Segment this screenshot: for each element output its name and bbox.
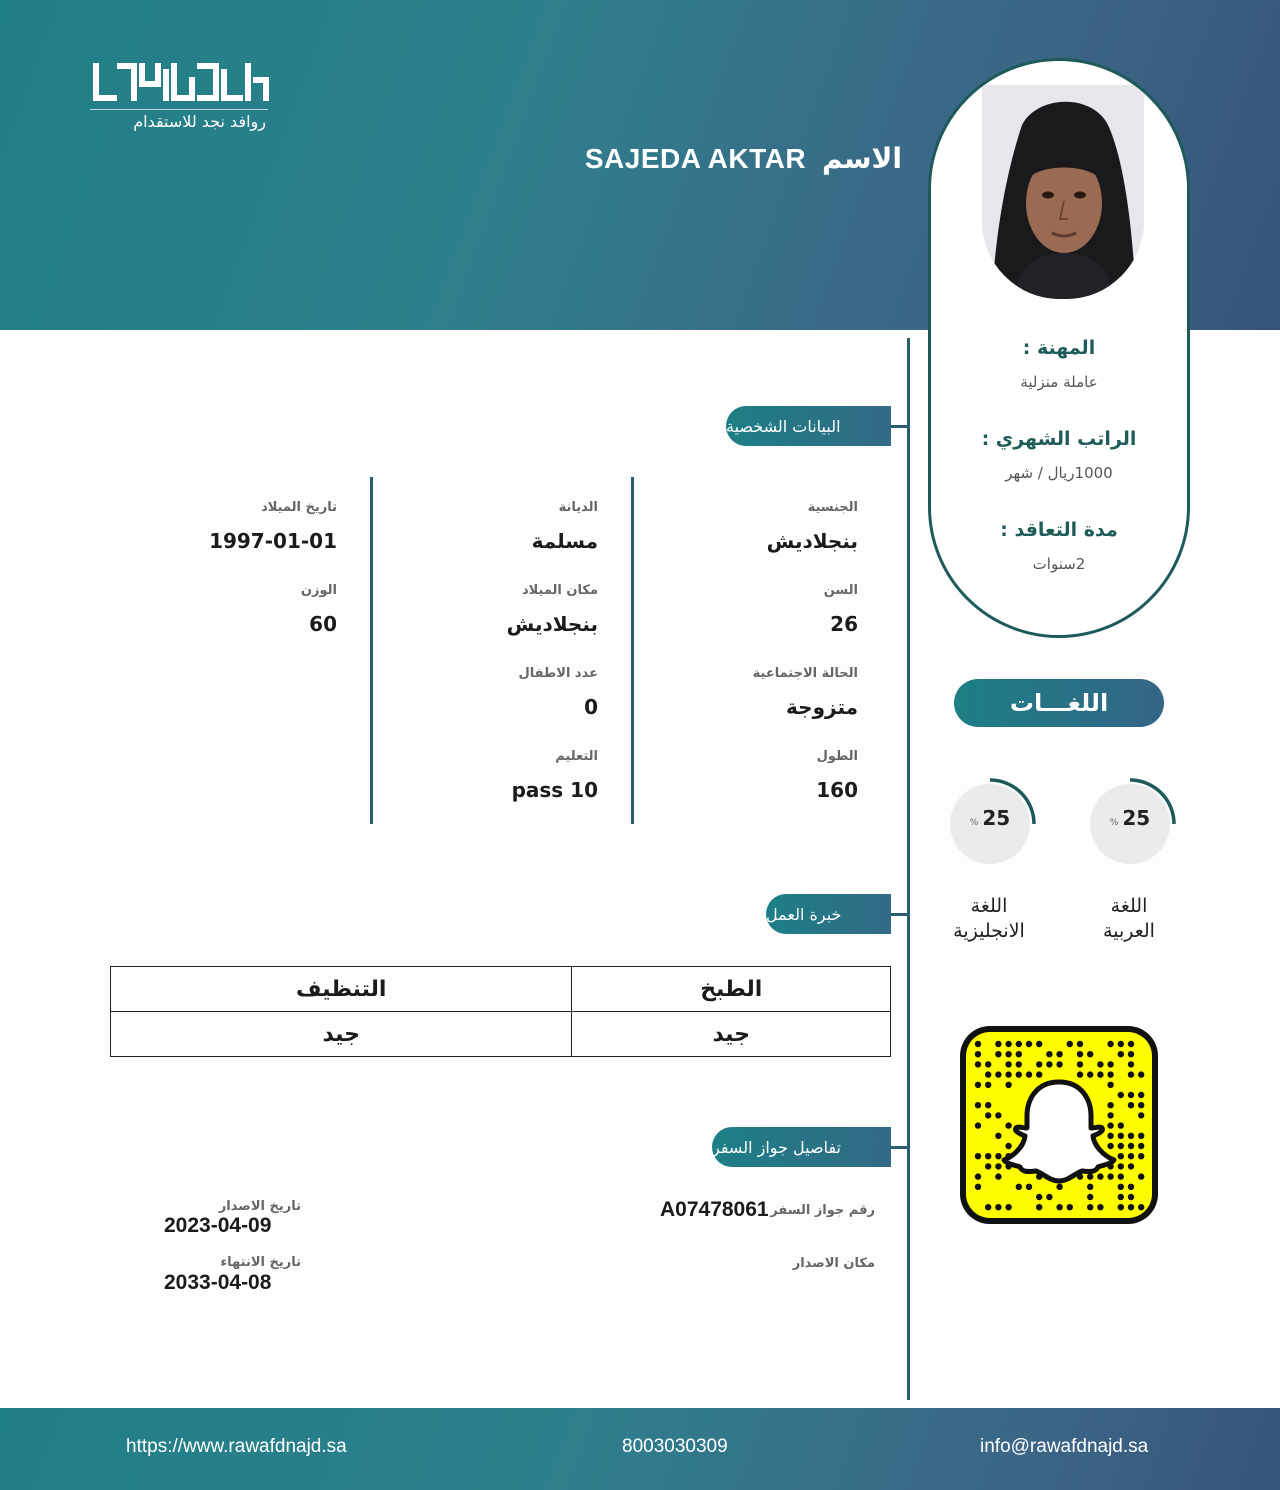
field-value: 160 — [816, 778, 858, 802]
snapcode-dot — [1056, 1051, 1062, 1057]
field-value: 0 — [584, 695, 598, 719]
snapcode-dot — [1087, 1071, 1093, 1077]
snapcode-dot — [1067, 1204, 1073, 1210]
snapcode-dot — [985, 1163, 991, 1169]
snapcode-dot — [1077, 1051, 1083, 1057]
field-children — [378, 666, 598, 719]
field-value: pass 10 — [511, 778, 598, 802]
snapcode-dot — [1016, 1051, 1022, 1057]
snapcode-dot — [975, 1122, 981, 1128]
gauge-value — [940, 806, 1040, 830]
language-line: العربية — [1103, 920, 1155, 942]
snapcode-dot — [1036, 1204, 1042, 1210]
worker-name: SAJEDA AKTAR — [584, 142, 807, 174]
field-value: بنجلاديش — [506, 612, 598, 636]
field-label: الجنسية — [807, 500, 858, 515]
timeline-tick — [891, 425, 909, 428]
languages-title: اللغـــات — [954, 679, 1164, 727]
gauge-number: 25 — [982, 806, 1011, 830]
contract-value: 2سنوات — [1032, 555, 1086, 573]
snapcode-dot — [1026, 1184, 1032, 1190]
snapcode-dot — [995, 1173, 1001, 1179]
profession-value: عاملة منزلية — [1020, 373, 1098, 391]
snapcode-dot — [1097, 1061, 1103, 1067]
snapcode-dot — [1128, 1041, 1134, 1047]
snapcode-dot — [1138, 1112, 1144, 1118]
salary-label: الراتب الشهري : — [981, 428, 1137, 450]
email-link[interactable]: info@rawafdnajd.sa — [980, 1436, 1149, 1457]
snapcode-dot — [985, 1082, 991, 1088]
snapcode-dot — [975, 1153, 981, 1159]
section-passport: تفاصيل جواز السفر — [712, 1127, 891, 1167]
snapcode-dot — [1056, 1184, 1062, 1190]
worker-photo — [982, 85, 1144, 299]
salary-field — [931, 428, 1187, 482]
field-label: مكان الميلاد — [521, 583, 598, 598]
timeline-tick — [891, 913, 909, 916]
snapcode-dot — [1107, 1071, 1113, 1077]
field-value: 1997-01-01 — [209, 529, 337, 553]
snapcode-dot — [1005, 1041, 1011, 1047]
snapcode-dot — [1118, 1163, 1124, 1169]
passport-number-label: رقم جواز السفر — [770, 1203, 875, 1218]
snapcode-dot — [1067, 1041, 1073, 1047]
snapcode-dot — [1118, 1051, 1124, 1057]
snapcode-dot — [1118, 1041, 1124, 1047]
issue-date-label: تاريخ الاصدار — [218, 1199, 301, 1214]
issue-place-label: مكان الاصدار — [792, 1256, 875, 1271]
arabic-language-name — [1074, 894, 1184, 944]
snapcode-dot — [1087, 1184, 1093, 1190]
snapcode-dot — [995, 1153, 1001, 1159]
snapcode-dot — [1128, 1092, 1134, 1098]
field-height — [638, 749, 858, 802]
snapcode-dot — [1138, 1173, 1144, 1179]
snapcode-dot — [1016, 1184, 1022, 1190]
contract-field — [931, 519, 1187, 573]
section-personal: البيانات الشخصية — [726, 406, 891, 446]
snapcode-dot — [1128, 1163, 1134, 1169]
expiry-date-value: 2033-04-08 — [164, 1271, 272, 1294]
snapcode-dot — [1107, 1041, 1113, 1047]
field-nationality — [638, 500, 858, 553]
snapcode-dot — [1107, 1122, 1113, 1128]
snapcode-dot — [995, 1133, 1001, 1139]
name-label: الاسم — [822, 142, 902, 175]
snapcode-dot — [1097, 1204, 1103, 1210]
field-label: الطول — [816, 749, 858, 764]
skill-header: الطبخ — [572, 967, 891, 1012]
snapcode-dot — [1118, 1122, 1124, 1128]
issue-date-value: 2023-04-09 — [164, 1214, 272, 1237]
snapcode-dot — [1005, 1051, 1011, 1057]
snapcode-dot — [1036, 1041, 1042, 1047]
snapcode-dot — [975, 1082, 981, 1088]
field-label: الوزن — [300, 583, 337, 598]
snapcode-dot — [1128, 1071, 1134, 1077]
gauge-number: 25 — [1122, 806, 1151, 830]
snapcode-dot — [1005, 1143, 1011, 1149]
passport-number-value: A07478061 — [660, 1198, 769, 1221]
snapcode-dot — [1128, 1133, 1134, 1139]
profession-label: المهنة : — [1022, 337, 1096, 359]
snapcode-dot — [1077, 1061, 1083, 1067]
snapcode-dot — [985, 1061, 991, 1067]
section-experience: خبرة العمل — [766, 894, 891, 934]
field-value: بنجلاديش — [766, 529, 858, 553]
snapcode-dot — [1087, 1173, 1093, 1179]
snapcode-dot — [1016, 1041, 1022, 1047]
logo-text: روافد نجد للاستقدام — [133, 112, 266, 131]
snapcode-dot — [1016, 1061, 1022, 1067]
snapcode-dot — [1026, 1071, 1032, 1077]
field-value: مسلمة — [531, 529, 598, 553]
snapcode-dot — [1097, 1071, 1103, 1077]
snapcode-dot — [995, 1051, 1001, 1057]
snapcode-dot — [1118, 1133, 1124, 1139]
snapcode-dot — [985, 1153, 991, 1159]
snapcode-dot — [1036, 1071, 1042, 1077]
skill-rating: جيد — [111, 1012, 572, 1057]
snapcode-dot — [1087, 1204, 1093, 1210]
field-age — [638, 583, 858, 636]
field-education — [378, 749, 598, 802]
snapcode-dot — [1107, 1173, 1113, 1179]
table-row — [111, 967, 891, 1012]
snapcode-dot — [1107, 1112, 1113, 1118]
footer-bar — [0, 1408, 1280, 1490]
snapcode-dot — [1138, 1102, 1144, 1108]
snapcode-dot — [1107, 1102, 1113, 1108]
snapcode-dot — [1046, 1194, 1052, 1200]
snapcode-dot — [1036, 1194, 1042, 1200]
table-row — [111, 1012, 891, 1057]
field-birth-date — [117, 500, 337, 553]
snapcode-dot — [1046, 1061, 1052, 1067]
english-gauge — [940, 772, 1040, 872]
snapcode-dot — [1056, 1204, 1062, 1210]
language-line: الانجليزية — [953, 920, 1025, 942]
snapcode-dot — [1128, 1204, 1134, 1210]
snapcode-dot — [1138, 1092, 1144, 1098]
snapcode-dot — [1118, 1184, 1124, 1190]
snapcode-dot — [1005, 1082, 1011, 1088]
field-birth-place — [378, 583, 598, 636]
snapcode-dot — [1138, 1204, 1144, 1210]
snapcode-dot — [1005, 1061, 1011, 1067]
snapcode-dot — [1128, 1061, 1134, 1067]
salary-value: 1000ريال / شهر — [1005, 464, 1113, 482]
field-label: عدد الاطفال — [518, 666, 598, 681]
field-value: متزوجة — [786, 695, 858, 719]
snapcode-dot — [1118, 1092, 1124, 1098]
skill-header: التنظيف — [111, 967, 572, 1012]
snapcode-dot — [1118, 1173, 1124, 1179]
snapcode-dot — [1005, 1071, 1011, 1077]
snapcode-dot — [995, 1041, 1001, 1047]
snapcode-dot — [1138, 1153, 1144, 1159]
snapcode-dot — [1128, 1194, 1134, 1200]
snapcode-dot — [1118, 1153, 1124, 1159]
snapcode-dot — [1138, 1143, 1144, 1149]
snapcode-dot — [1005, 1122, 1011, 1128]
logo-divider — [90, 109, 268, 110]
snapcode-dot — [1128, 1051, 1134, 1057]
field-weight — [117, 583, 337, 636]
column-divider — [370, 477, 373, 824]
snapcode-dot — [1056, 1061, 1062, 1067]
skill-rating: جيد — [572, 1012, 891, 1057]
snapcode-dot — [1128, 1184, 1134, 1190]
snapcode-dot — [1097, 1173, 1103, 1179]
portrait-icon — [982, 85, 1144, 299]
snapcode-dot — [985, 1071, 991, 1077]
snapcode-dot — [975, 1184, 981, 1190]
snapcode-dot — [1087, 1194, 1093, 1200]
percent-sign: % — [969, 818, 979, 828]
snapcode-dot — [975, 1061, 981, 1067]
snapcode-dot — [1107, 1061, 1113, 1067]
snapcode-dot — [1128, 1153, 1134, 1159]
snapcode-dot — [995, 1071, 1001, 1077]
company-logo[interactable] — [88, 58, 272, 138]
snapcode-dot — [1107, 1143, 1113, 1149]
snapcode-dot — [975, 1102, 981, 1108]
snapcode-dot — [1026, 1041, 1032, 1047]
snapcode-dot — [1107, 1082, 1113, 1088]
field-label: الديانة — [558, 500, 598, 515]
snapcode-dot — [985, 1102, 991, 1108]
snapcode-dot — [1138, 1071, 1144, 1077]
english-language-name — [934, 894, 1044, 944]
field-value: 26 — [830, 612, 858, 636]
snapcode-dot — [1138, 1133, 1144, 1139]
field-religion — [378, 500, 598, 553]
snapcode-dot — [995, 1163, 1001, 1169]
snapcode-dot — [1128, 1102, 1134, 1108]
snapcode-dot — [1087, 1051, 1093, 1057]
language-line: اللغة — [970, 895, 1008, 917]
gauge-value — [1080, 806, 1180, 830]
snapcode-dot — [1118, 1143, 1124, 1149]
snapchat-qr-icon[interactable] — [958, 1024, 1160, 1226]
percent-sign: % — [1109, 818, 1119, 828]
snapcode-dot — [995, 1112, 1001, 1118]
snapcode-dot — [1016, 1071, 1022, 1077]
snapcode-dot — [1005, 1204, 1011, 1210]
logo-mark-icon — [88, 58, 272, 106]
snapcode-dot — [975, 1051, 981, 1057]
worker-name-block — [585, 142, 902, 175]
field-label: السن — [823, 583, 858, 598]
field-label: الحالة الاجتماعية — [752, 666, 858, 681]
snapcode-dot — [1118, 1194, 1124, 1200]
field-label: تاريخ الميلاد — [261, 500, 337, 515]
field-label: التعليم — [555, 749, 598, 764]
contract-label: مدة التعاقد : — [1000, 519, 1118, 541]
field-marital-status — [638, 666, 858, 719]
language-line: اللغة — [1110, 895, 1148, 917]
column-divider — [631, 477, 634, 824]
snapcode-dot — [995, 1204, 1001, 1210]
field-value: 60 — [309, 612, 337, 636]
snapcode-dot — [1036, 1061, 1042, 1067]
expiry-date-label: تاريخ الانتهاء — [220, 1255, 301, 1270]
snapcode-dot — [975, 1173, 981, 1179]
snapcode-dot — [1107, 1133, 1113, 1139]
skills-table — [110, 966, 891, 1057]
snapcode-dot — [985, 1204, 991, 1210]
snapcode-dot — [1046, 1051, 1052, 1057]
profile-card — [928, 58, 1190, 638]
profession-field — [931, 337, 1187, 391]
snapcode-dot — [975, 1041, 981, 1047]
timeline-tick — [891, 1146, 909, 1149]
snapcode-dot — [1077, 1071, 1083, 1077]
snapcode-dot — [985, 1112, 991, 1118]
snapcode-dot — [1118, 1204, 1124, 1210]
snapcode-dot — [1077, 1041, 1083, 1047]
website-link[interactable]: https://www.rawafdnajd.sa — [126, 1436, 347, 1457]
timeline-line — [907, 338, 910, 1400]
snapcode-dot — [1128, 1143, 1134, 1149]
phone-number[interactable]: 8003030309 — [622, 1436, 728, 1457]
arabic-gauge — [1080, 772, 1180, 872]
